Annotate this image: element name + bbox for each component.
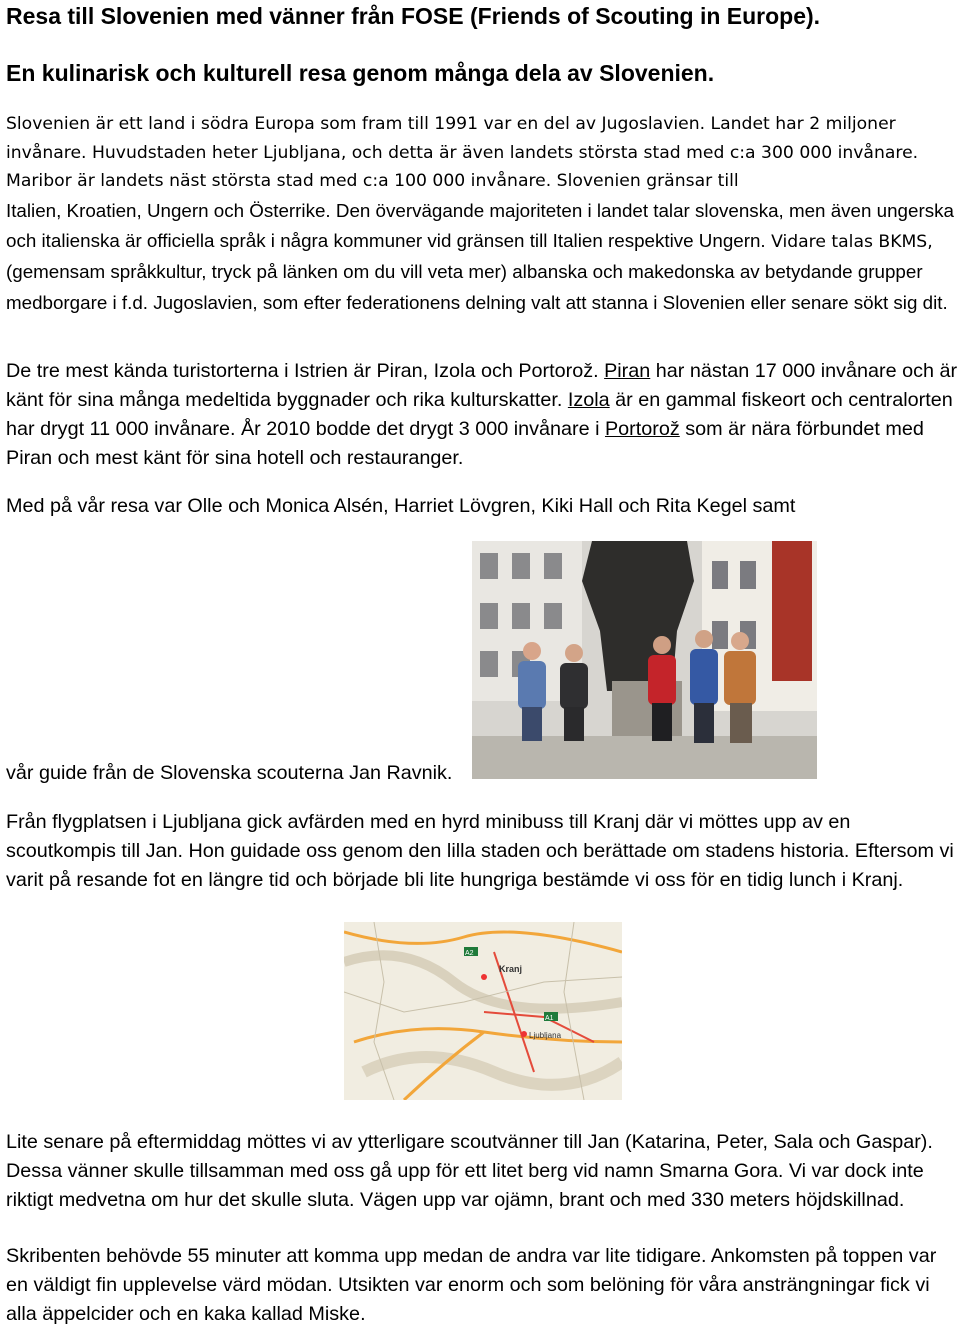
map-label-kranj: Kranj <box>499 964 523 974</box>
intro-text-2: Italien, Kroatien, Ungern och Österrike. <box>6 199 331 221</box>
heading-trip: Resa till Slovenien med vänner från FOSE (Friends of Scouting in Europe). <box>6 3 821 29</box>
tourism-text-4: som är nära förbundet med Piran och mest känt för sina hotell och restauranger. <box>6 418 924 469</box>
companions-line: Med på vår resa var Olle och Monica Alsén, Harriet Lövgren, Kiki Hall och Rita Kegel samt <box>6 495 796 517</box>
group-photo-illustration <box>472 541 817 779</box>
route-map-illustration <box>344 922 622 1100</box>
afternoon-paragraph: Lite senare på eftermiddag möttes vi av ytterligare scoutvänner till Jan (Katarina, Peter, Sala och Gaspar). Dessa vänner skulle tillsamman med oss gå upp för ett litet berg vid namn Smarna Gora. Vi var dock inte riktigt medvetna om hur det skulle sluta. Vägen upp var ojämn, brant och med 330 meters höjdskillnad. <box>6 1131 933 1211</box>
tourism-text-1: De tre mest kända turistorterna i Istrien är Piran, Izola och Portorož. <box>6 360 605 382</box>
map-road-a2: A2 <box>465 950 474 957</box>
intro-text-5: (gemensam språkkultur, tryck på länken om du vill veta mer) albanska och makedonska av betydande grupper medborgare i f.d. Jugoslavien, som efter federationens delning valt att stanna i Slovenien eller senare sökt sig dit. <box>6 260 948 313</box>
heading-subtitle: En kulinarisk och kulturell resa genom många dela av Slovenien. <box>6 60 715 86</box>
portoroz-link[interactable]: Portorož <box>604 418 680 440</box>
tourism-text-2: har nästan 17 000 invånare och är känt för sina många medeltida byggnader och rika kulturskatter. <box>6 360 958 411</box>
tourism-text-3: är en gammal fiskeort och centralorten har drygt 11 000 invånare. År 2010 bodde det drygt 3 000 invånare i <box>6 389 953 440</box>
intro-paragraph <box>6 110 960 318</box>
tourism-paragraph <box>6 357 960 473</box>
intro-text-3: Den övervägande majoriteten i landet talar slovenska, men även ungerska och italienska är officiella språk i några kommuner vid gränsen till Italien respektive Ungern. <box>6 199 954 252</box>
airport-paragraph: Från flygplatsen i Ljubljana gick avfärden med en hyrd minibuss till Kranj där vi möttes upp av en scoutkompis till Jan. Hon guidade oss genom den lilla staden och berättade om stadens historia. Eftersom vi varit på resande fot en längre tid och började bli lite hungriga bestämde vi oss för en tidig lunch i Kranj. <box>6 811 954 891</box>
izola-link[interactable]: Izola <box>567 389 610 411</box>
intro-text-4: Vidare talas BKMS, <box>765 232 933 253</box>
guide-line: vår guide från de Slovenska scouterna Jan Ravnik. <box>6 762 453 784</box>
group-photo <box>472 541 817 779</box>
piran-link[interactable]: Piran <box>604 360 651 382</box>
map-road-a1: A1 <box>545 1015 554 1022</box>
route-map <box>344 922 622 1100</box>
writer-paragraph: Skribenten behövde 55 minuter att komma upp medan de andra var lite tidigare. Ankomsten på toppen var en väldigt fin upplevelse värd mödan. Utsikten var enorm och som belöning för våra ansträngningar fick vi alla äppelcider och en kaka kallad Miske. <box>6 1245 937 1325</box>
intro-text-1: Slovenien är ett land i södra Europa som fram till 1991 var en del av Jugoslavien. Landet har 2 miljoner invånare. Huvudstaden heter Ljubljana, och detta är även landets största stad med c:a 300 000 invånare. Maribor är landets näst största stad med c:a 100 000 invånare. Slovenien gränsar till <box>6 114 919 192</box>
map-label-ljubljana: Ljubljana <box>529 1031 562 1040</box>
